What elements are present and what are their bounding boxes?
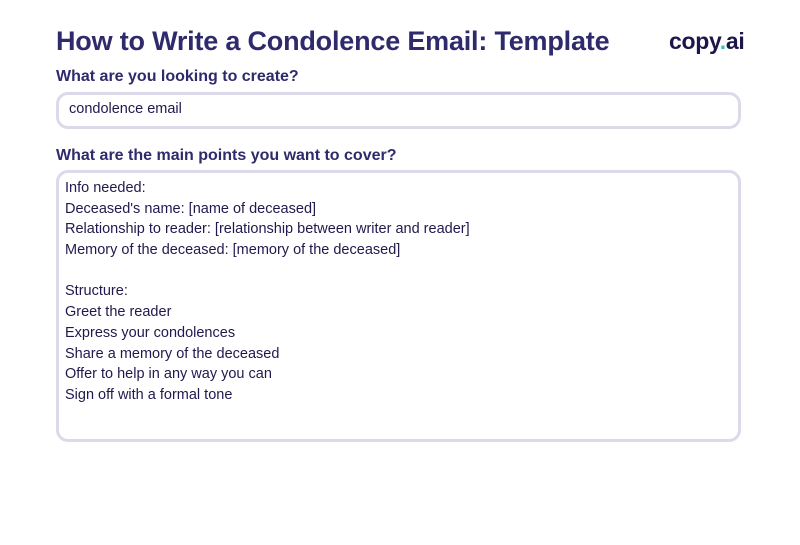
- logo-dot: .: [719, 28, 726, 54]
- logo-main: copy: [669, 28, 720, 54]
- points-line: Deceased's name: [name of deceased]: [65, 200, 317, 217]
- points-label: What are the main points you want to cover?: [56, 147, 397, 164]
- points-line: Express your condolences: [65, 324, 236, 341]
- points-line: Greet the reader: [65, 304, 172, 321]
- page-title: How to Write a Condolence Email: Template: [56, 26, 610, 56]
- points-line: Sign off with a formal tone: [65, 386, 233, 403]
- points-line: Share a memory of the deceased: [65, 345, 280, 362]
- logo-suffix: ai: [725, 28, 745, 54]
- create-input-value: condolence email: [69, 101, 182, 117]
- points-line: Memory of the deceased: [memory of the deceased]: [65, 242, 401, 259]
- points-line: [65, 261, 732, 282]
- copyai-logo: [669, 28, 744, 55]
- points-line: Offer to help in any way you can: [65, 366, 272, 383]
- create-input[interactable]: [56, 92, 741, 129]
- points-line: Info needed:: [65, 180, 146, 196]
- points-line: Relationship to reader: [relationship between writer and reader]: [65, 221, 470, 238]
- create-label: What are you looking to create?: [56, 68, 299, 85]
- points-line: Structure:: [65, 283, 128, 300]
- points-textarea[interactable]: [56, 170, 741, 442]
